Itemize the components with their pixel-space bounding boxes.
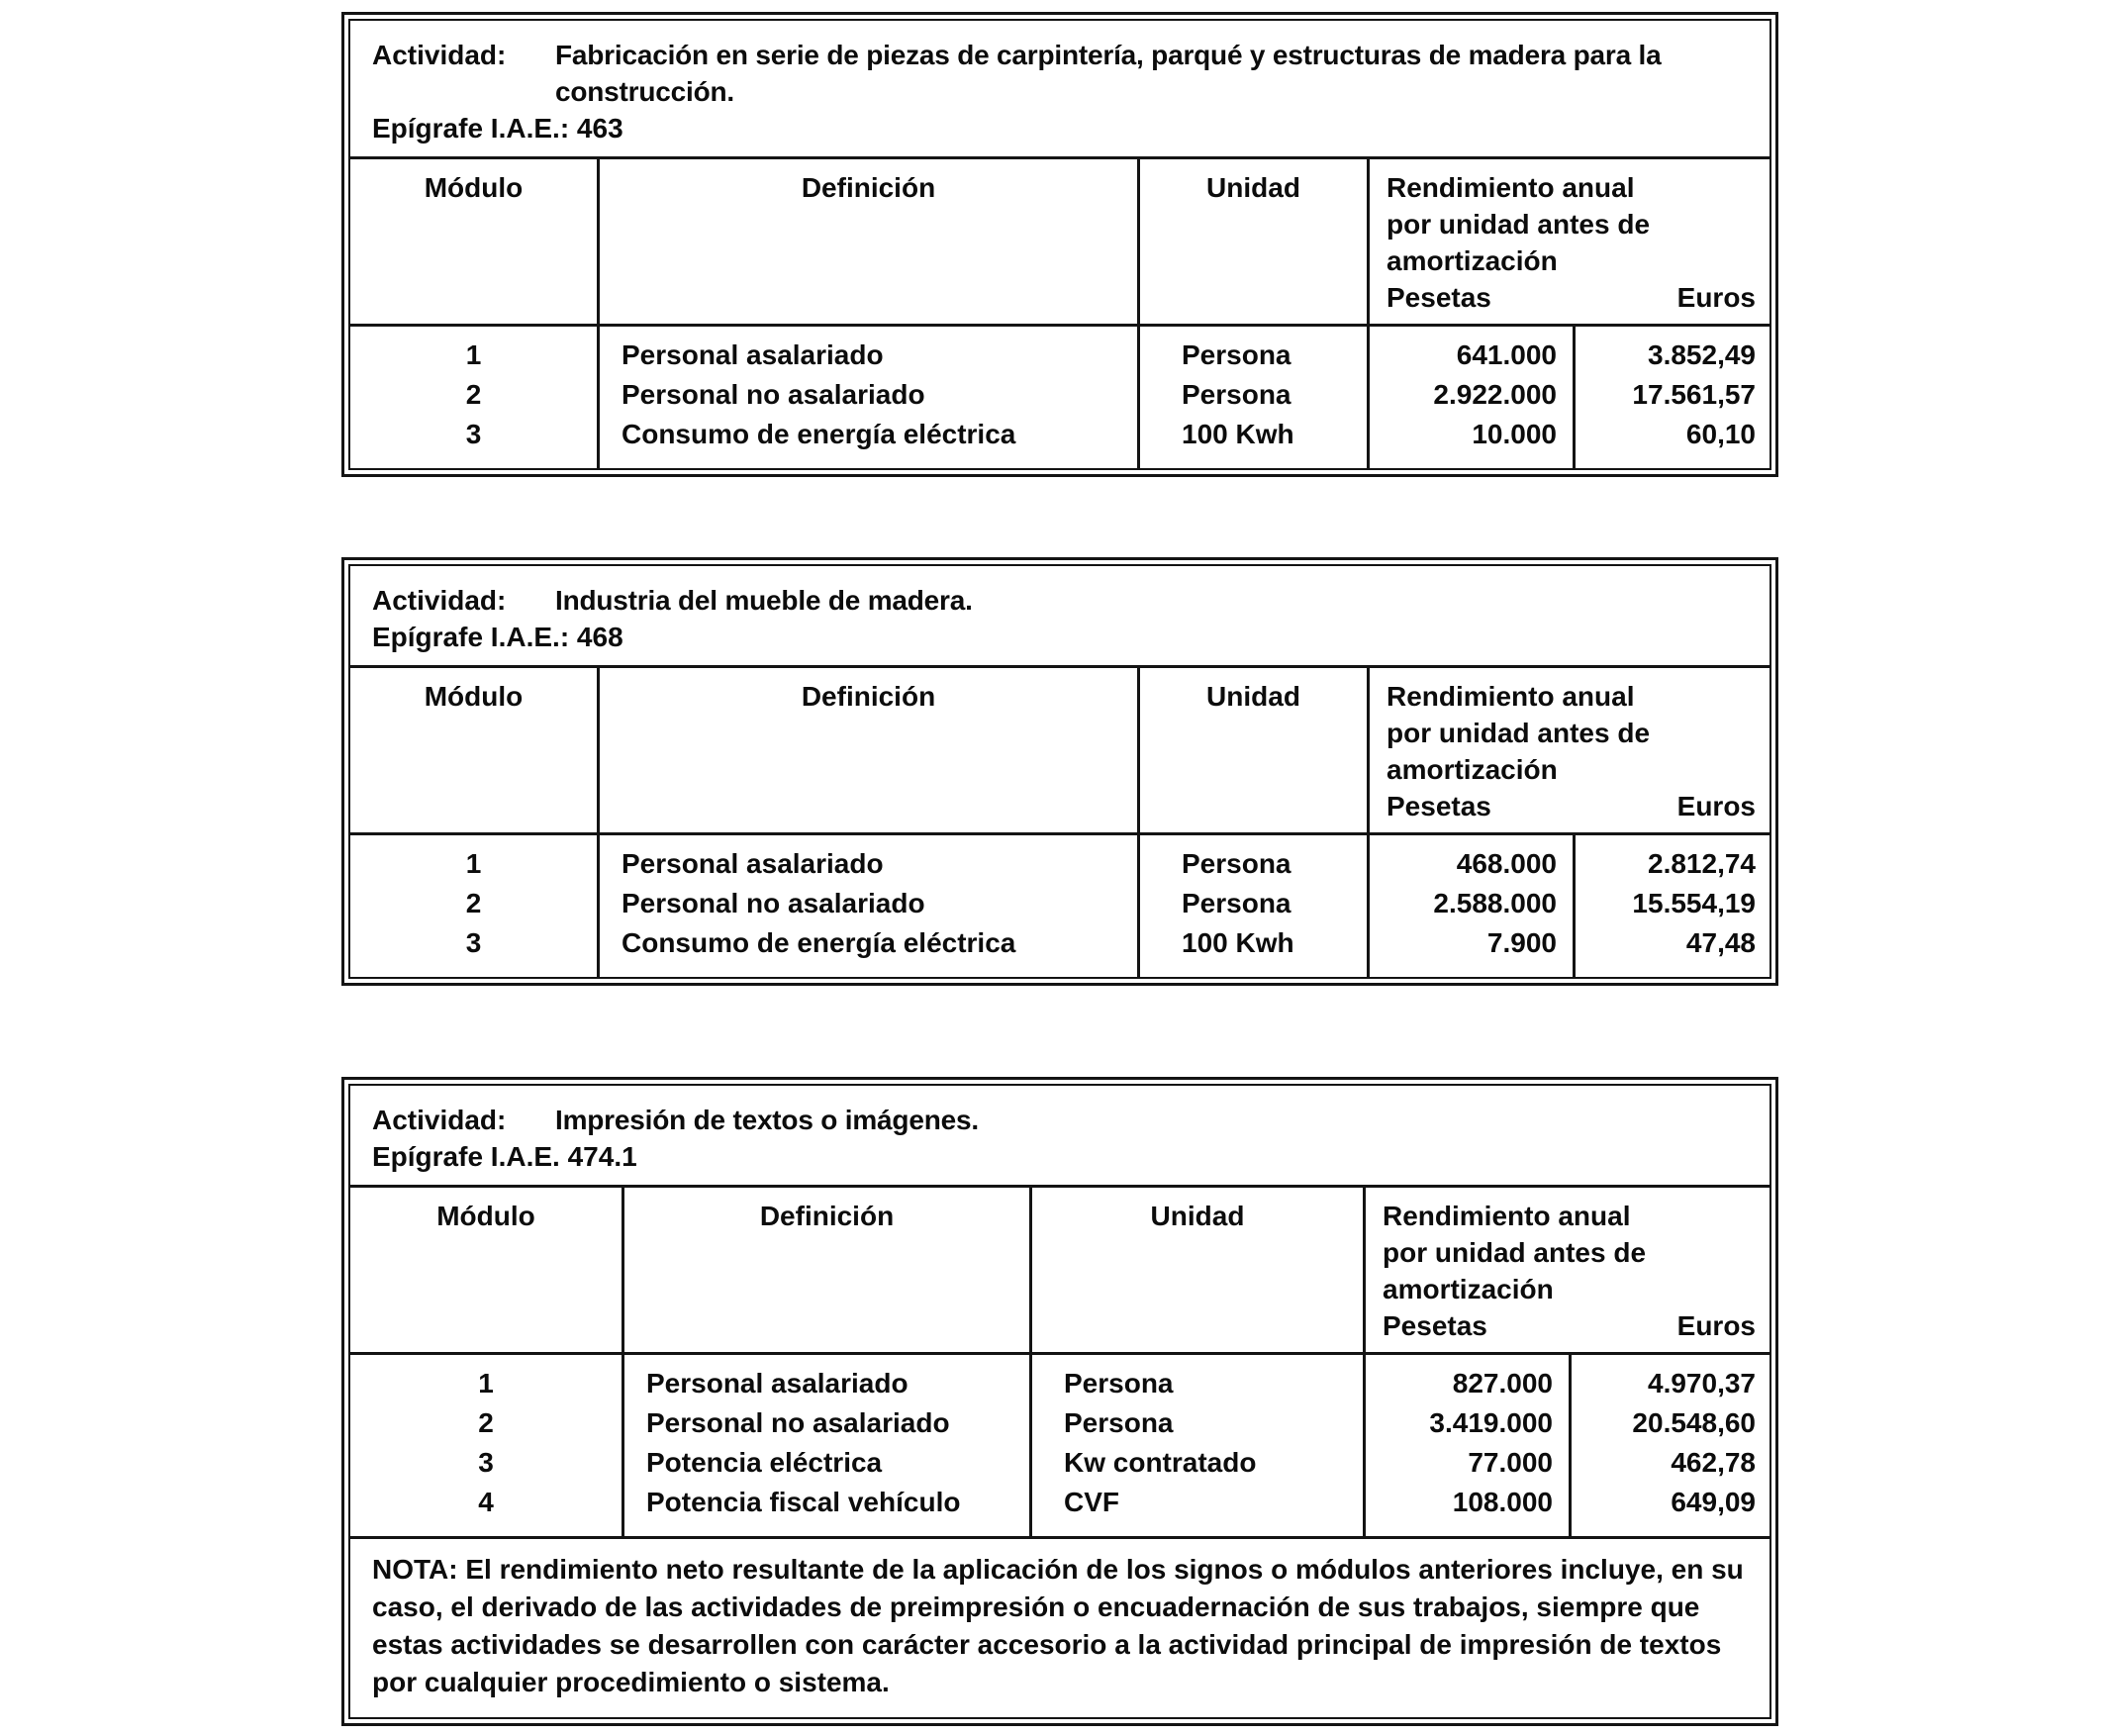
- col-header-modulo: Módulo: [350, 1188, 624, 1355]
- activity-line: [372, 37, 1750, 110]
- epigraph: Epígrafe I.A.E. 474.1: [372, 1141, 637, 1172]
- col-header-definicion: Definición: [600, 668, 1140, 835]
- cell-definicion: Personal asalariado: [624, 1355, 1032, 1403]
- activity-header: [350, 566, 1769, 665]
- col-header-definicion: Definición: [624, 1188, 1032, 1355]
- cell-unidad: Persona: [1140, 835, 1370, 884]
- cell-euros: 2.812,74: [1648, 848, 1756, 879]
- rendimiento-line: amortización: [1387, 245, 1558, 276]
- activity-header: [350, 21, 1769, 156]
- cell-pesetas: 3.419.000: [1366, 1403, 1572, 1443]
- activity-line: [372, 582, 1750, 619]
- table-row-spacer: [350, 1522, 624, 1536]
- currency-subheader: [1387, 279, 1756, 316]
- rendimiento-line: Rendimiento anual: [1387, 172, 1635, 203]
- cell-unidad: CVF: [1032, 1483, 1366, 1522]
- cell-unidad: Persona: [1140, 327, 1370, 375]
- cell-definicion: Personal no asalariado: [624, 1403, 1032, 1443]
- cell-unidad: Kw contratado: [1032, 1443, 1366, 1483]
- table-frame: [348, 19, 1771, 470]
- cell-unidad: Persona: [1140, 884, 1370, 923]
- cell-pesetas: 641.000: [1370, 327, 1576, 375]
- table-row-spacer: [1032, 1522, 1366, 1536]
- activity-line: [372, 1102, 1750, 1138]
- cell-euros: 649,09: [1671, 1487, 1756, 1517]
- rendimiento-line: Rendimiento anual: [1383, 1201, 1631, 1231]
- cell-pesetas: 7.900: [1370, 923, 1576, 963]
- table-row-spacer: [1140, 963, 1370, 977]
- activity-text: Impresión de textos o imágenes.: [555, 1105, 979, 1135]
- col-header-unidad: Unidad: [1032, 1188, 1366, 1355]
- col-header-rendimiento: [1370, 668, 1769, 835]
- col-header-definicion: Definición: [600, 159, 1140, 327]
- cell-definicion: Personal asalariado: [600, 327, 1140, 375]
- activity-label: Actividad:: [372, 585, 507, 616]
- currency-subheader: [1387, 788, 1756, 824]
- table-row-spacer: [1140, 454, 1370, 468]
- cell-definicion: Personal no asalariado: [600, 375, 1140, 415]
- cell-definicion: Potencia fiscal vehículo: [624, 1483, 1032, 1522]
- cell-definicion: Consumo de energía eléctrica: [600, 415, 1140, 454]
- col-header-euros: Euros: [1676, 1310, 1756, 1341]
- activity-table-468: [341, 557, 1778, 986]
- cell-euros: 17.561,57: [1632, 379, 1756, 410]
- cell-modulo: 3: [350, 923, 600, 963]
- rendimiento-line: por unidad antes de: [1387, 209, 1651, 240]
- cell-modulo: 1: [350, 1355, 624, 1403]
- cell-pesetas: 108.000: [1366, 1483, 1572, 1522]
- cell-euros: 462,78: [1671, 1447, 1756, 1478]
- cell-definicion: Potencia eléctrica: [624, 1443, 1032, 1483]
- activity-label: Actividad:: [372, 40, 507, 70]
- cell-modulo: 3: [350, 415, 600, 454]
- activity-label: Actividad:: [372, 1105, 507, 1135]
- modules-table: [350, 1185, 1769, 1536]
- cell-modulo: 2: [350, 375, 600, 415]
- cell-pesetas: 827.000: [1366, 1355, 1572, 1403]
- currency-subheader: [1383, 1307, 1756, 1344]
- cell-pesetas: 77.000: [1366, 1443, 1572, 1483]
- cell-modulo: 2: [350, 884, 600, 923]
- cell-modulo: 1: [350, 327, 600, 375]
- col-header-rendimiento: [1366, 1188, 1769, 1355]
- modules-table: [350, 665, 1769, 977]
- cell-unidad: Persona: [1032, 1403, 1366, 1443]
- cell-unidad: Persona: [1032, 1355, 1366, 1403]
- cell-unidad: Persona: [1140, 375, 1370, 415]
- col-header-euros: Euros: [1676, 791, 1756, 821]
- activity-text: Industria del mueble de madera.: [555, 585, 973, 616]
- table-row-spacer: [1572, 1522, 1769, 1536]
- table-row-spacer: [1366, 1522, 1572, 1536]
- cell-modulo: 4: [350, 1483, 624, 1522]
- table-frame: [348, 564, 1771, 979]
- col-header-unidad: Unidad: [1140, 159, 1370, 327]
- cell-pesetas: 10.000: [1370, 415, 1576, 454]
- rendimiento-line: por unidad antes de: [1387, 718, 1651, 748]
- cell-euros: 15.554,19: [1632, 888, 1756, 918]
- epigraph: Epígrafe I.A.E.: 463: [372, 113, 623, 144]
- cell-euros: 4.970,37: [1648, 1368, 1756, 1398]
- cell-modulo: 1: [350, 835, 600, 884]
- table-frame: [348, 1084, 1771, 1719]
- rendimiento-line: por unidad antes de: [1383, 1237, 1647, 1268]
- col-header-modulo: Módulo: [350, 159, 600, 327]
- cell-euros: 47,48: [1685, 927, 1756, 958]
- cell-unidad: 100 Kwh: [1140, 923, 1370, 963]
- table-row-spacer: [600, 963, 1140, 977]
- col-header-rendimiento: [1370, 159, 1769, 327]
- col-header-pesetas: Pesetas: [1387, 282, 1491, 313]
- modules-table: [350, 156, 1769, 468]
- col-header-euros: Euros: [1676, 282, 1756, 313]
- activity-table-463: [341, 12, 1778, 477]
- col-header-pesetas: Pesetas: [1383, 1310, 1487, 1341]
- rendimiento-line: amortización: [1387, 754, 1558, 785]
- cell-modulo: 2: [350, 1403, 624, 1443]
- cell-euros: 60,10: [1685, 419, 1756, 449]
- col-header-pesetas: Pesetas: [1387, 791, 1491, 821]
- table-row-spacer: [1576, 454, 1769, 468]
- rendimiento-line: amortización: [1383, 1274, 1554, 1304]
- table-note: NOTA: El rendimiento neto resultante de la aplicación de los signos o módulos anteriores incluye, en su caso, el derivado de las actividades de preimpresión o encuadernación de sus trabajos, siempre que estas actividades se desarrollen con carácter accesorio a la actividad principal de impresión de textos por cualquier procedimiento o sistema.: [350, 1536, 1769, 1717]
- table-row-spacer: [350, 963, 600, 977]
- cell-pesetas: 468.000: [1370, 835, 1576, 884]
- table-row-spacer: [1576, 963, 1769, 977]
- cell-definicion: Consumo de energía eléctrica: [600, 923, 1140, 963]
- col-header-unidad: Unidad: [1140, 668, 1370, 835]
- table-row-spacer: [600, 454, 1140, 468]
- cell-definicion: Personal asalariado: [600, 835, 1140, 884]
- col-header-modulo: Módulo: [350, 668, 600, 835]
- table-row-spacer: [1370, 454, 1576, 468]
- cell-unidad: 100 Kwh: [1140, 415, 1370, 454]
- activity-table-474-1: [341, 1077, 1778, 1726]
- table-row-spacer: [1370, 963, 1576, 977]
- cell-pesetas: 2.922.000: [1370, 375, 1576, 415]
- rendimiento-line: Rendimiento anual: [1387, 681, 1635, 712]
- cell-modulo: 3: [350, 1443, 624, 1483]
- activity-header: [350, 1086, 1769, 1185]
- table-row-spacer: [624, 1522, 1032, 1536]
- cell-euros: 3.852,49: [1648, 339, 1756, 370]
- table-row-spacer: [350, 454, 600, 468]
- epigraph: Epígrafe I.A.E.: 468: [372, 622, 623, 652]
- cell-definicion: Personal no asalariado: [600, 884, 1140, 923]
- cell-pesetas: 2.588.000: [1370, 884, 1576, 923]
- cell-euros: 20.548,60: [1632, 1407, 1756, 1438]
- activity-text: Fabricación en serie de piezas de carpintería, parqué y estructuras de madera para la construcción.: [555, 40, 1662, 107]
